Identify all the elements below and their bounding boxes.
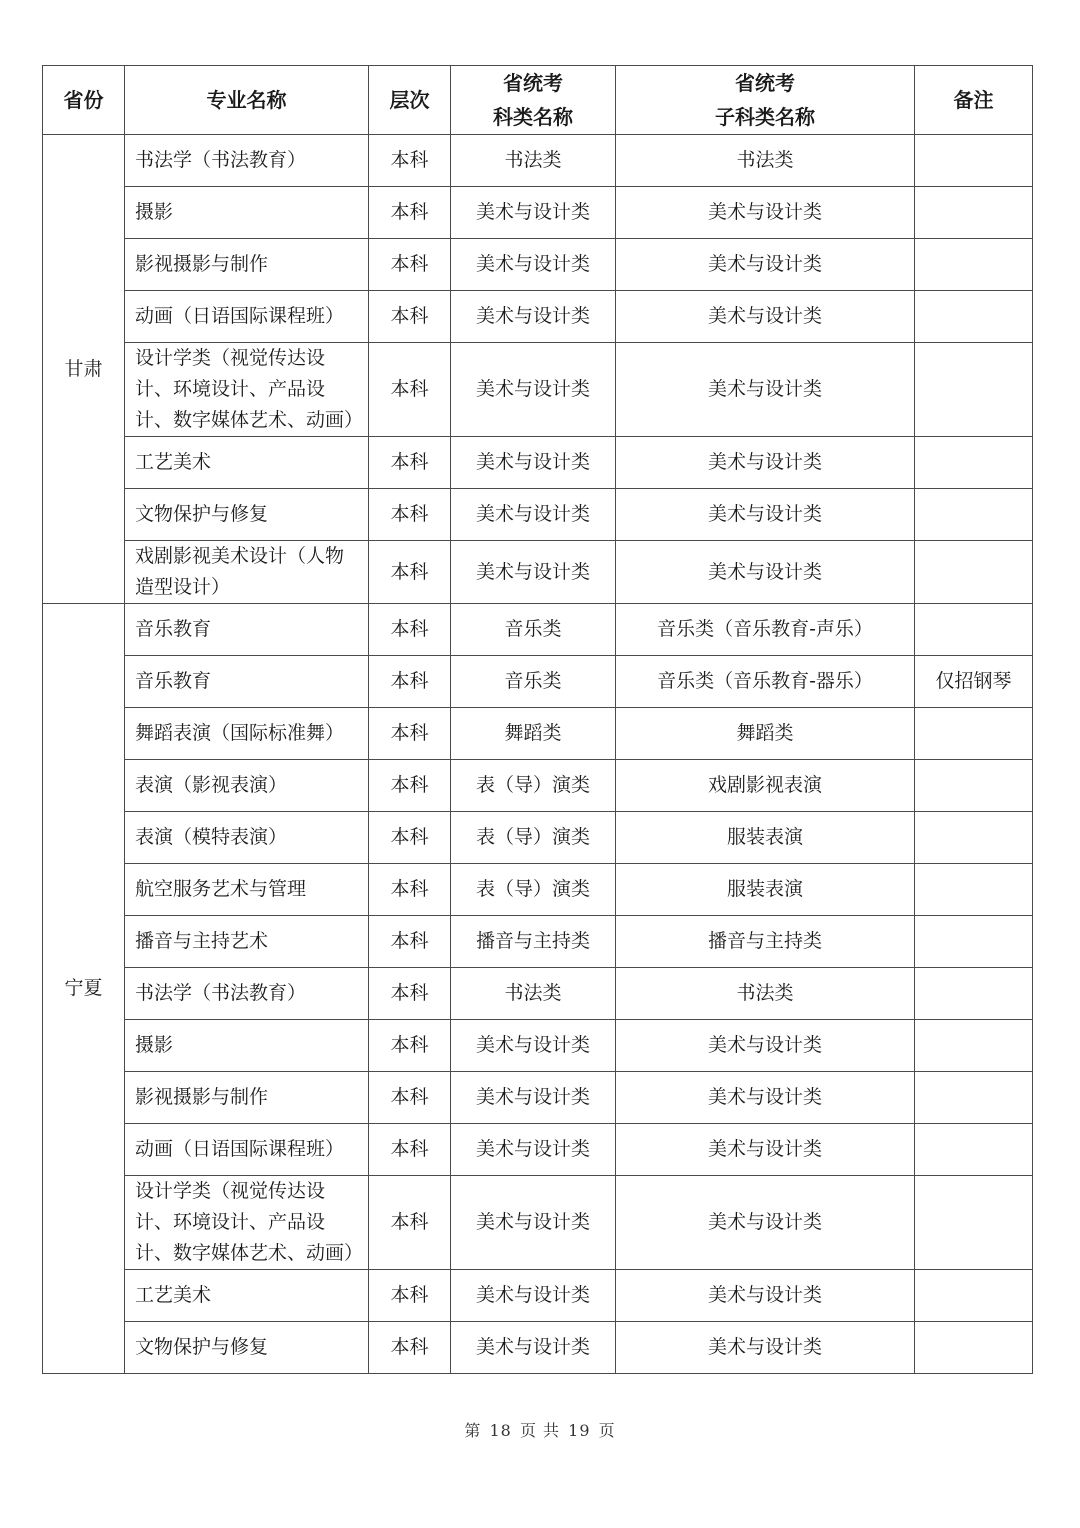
category-cell: 美术与设计类 [451, 1176, 616, 1270]
note-cell [915, 864, 1033, 916]
table-row [43, 760, 1033, 812]
category-cell: 书法类 [451, 968, 616, 1020]
table-row [43, 135, 1033, 187]
header-province: 省份 [43, 66, 125, 135]
level-cell: 本科 [369, 1270, 451, 1322]
major-cell: 摄影 [125, 187, 369, 239]
subcategory-cell: 书法类 [616, 135, 915, 187]
major-cell: 影视摄影与制作 [125, 239, 369, 291]
level-cell: 本科 [369, 1020, 451, 1072]
level-cell: 本科 [369, 437, 451, 489]
major-cell: 设计学类（视觉传达设计、环境设计、产品设计、数字媒体艺术、动画） [125, 1176, 369, 1270]
note-cell [915, 916, 1033, 968]
table-row [43, 1322, 1033, 1374]
table-row [43, 437, 1033, 489]
level-cell: 本科 [369, 708, 451, 760]
note-cell [915, 343, 1033, 437]
level-cell: 本科 [369, 239, 451, 291]
level-cell: 本科 [369, 968, 451, 1020]
major-cell: 音乐教育 [125, 604, 369, 656]
category-cell: 美术与设计类 [451, 1270, 616, 1322]
subcategory-cell: 美术与设计类 [616, 437, 915, 489]
note-cell [915, 1020, 1033, 1072]
note-cell [915, 1072, 1033, 1124]
major-cell: 设计学类（视觉传达设计、环境设计、产品设计、数字媒体艺术、动画） [125, 343, 369, 437]
note-cell [915, 812, 1033, 864]
subcategory-cell: 音乐类（音乐教育-器乐） [616, 656, 915, 708]
subcategory-cell: 美术与设计类 [616, 489, 915, 541]
table-row [43, 1020, 1033, 1072]
level-cell: 本科 [369, 604, 451, 656]
category-cell: 播音与主持类 [451, 916, 616, 968]
subcategory-cell: 服装表演 [616, 864, 915, 916]
province-cell: 宁夏 [43, 604, 125, 1374]
note-cell [915, 541, 1033, 604]
table-header-row [43, 66, 1033, 135]
note-cell [915, 968, 1033, 1020]
subcategory-cell: 美术与设计类 [616, 343, 915, 437]
header-major: 专业名称 [125, 66, 369, 135]
level-cell: 本科 [369, 343, 451, 437]
subcategory-cell: 美术与设计类 [616, 541, 915, 604]
note-cell [915, 1322, 1033, 1374]
category-cell: 书法类 [451, 135, 616, 187]
table-row [43, 916, 1033, 968]
subcategory-cell: 戏剧影视表演 [616, 760, 915, 812]
footer-suffix: 页 [598, 1421, 616, 1440]
footer-prefix: 第 [464, 1421, 482, 1440]
note-cell [915, 708, 1033, 760]
level-cell: 本科 [369, 916, 451, 968]
major-cell: 摄影 [125, 1020, 369, 1072]
subcategory-cell: 美术与设计类 [616, 1072, 915, 1124]
province-cell: 甘肃 [43, 135, 125, 604]
admissions-table [42, 65, 1033, 1374]
total-pages-number: 19 [568, 1421, 591, 1440]
category-cell: 表（导）演类 [451, 864, 616, 916]
table-row [43, 239, 1033, 291]
level-cell: 本科 [369, 1322, 451, 1374]
table-row [43, 864, 1033, 916]
table-row [43, 1176, 1033, 1270]
level-cell: 本科 [369, 291, 451, 343]
category-cell: 美术与设计类 [451, 541, 616, 604]
category-cell: 美术与设计类 [451, 1072, 616, 1124]
category-cell: 美术与设计类 [451, 1020, 616, 1072]
table-row [43, 1270, 1033, 1322]
category-cell: 美术与设计类 [451, 239, 616, 291]
subcategory-cell: 书法类 [616, 968, 915, 1020]
note-cell [915, 135, 1033, 187]
subcategory-cell: 舞蹈类 [616, 708, 915, 760]
level-cell: 本科 [369, 187, 451, 239]
level-cell: 本科 [369, 656, 451, 708]
table-row [43, 541, 1033, 604]
table-row [43, 708, 1033, 760]
page-footer [0, 1418, 1080, 1441]
subcategory-cell: 美术与设计类 [616, 1322, 915, 1374]
table-row [43, 968, 1033, 1020]
header-category [451, 66, 616, 135]
level-cell: 本科 [369, 812, 451, 864]
category-cell: 表（导）演类 [451, 760, 616, 812]
category-cell: 美术与设计类 [451, 1124, 616, 1176]
table-row [43, 604, 1033, 656]
level-cell: 本科 [369, 489, 451, 541]
table-row [43, 489, 1033, 541]
major-cell: 音乐教育 [125, 656, 369, 708]
major-cell: 动画（日语国际课程班） [125, 1124, 369, 1176]
category-cell: 美术与设计类 [451, 1322, 616, 1374]
table-row [43, 1072, 1033, 1124]
header-subcategory-text: 省统考 子科类名称 [715, 71, 815, 129]
table-row [43, 187, 1033, 239]
category-cell: 美术与设计类 [451, 291, 616, 343]
subcategory-cell: 美术与设计类 [616, 1176, 915, 1270]
subcategory-cell: 美术与设计类 [616, 291, 915, 343]
footer-middle: 页 共 [519, 1421, 561, 1440]
table-row [43, 343, 1033, 437]
note-cell [915, 489, 1033, 541]
major-cell: 工艺美术 [125, 437, 369, 489]
table-row [43, 656, 1033, 708]
header-note: 备注 [915, 66, 1033, 135]
category-cell: 音乐类 [451, 604, 616, 656]
note-cell [915, 604, 1033, 656]
level-cell: 本科 [369, 541, 451, 604]
major-cell: 舞蹈表演（国际标准舞） [125, 708, 369, 760]
table-row [43, 812, 1033, 864]
subcategory-cell: 美术与设计类 [616, 1270, 915, 1322]
category-cell: 美术与设计类 [451, 437, 616, 489]
major-cell: 影视摄影与制作 [125, 1072, 369, 1124]
note-cell [915, 1176, 1033, 1270]
header-category-text: 省统考 科类名称 [493, 71, 573, 129]
major-cell: 工艺美术 [125, 1270, 369, 1322]
category-cell: 表（导）演类 [451, 812, 616, 864]
major-cell: 书法学（书法教育） [125, 968, 369, 1020]
note-cell [915, 239, 1033, 291]
level-cell: 本科 [369, 760, 451, 812]
major-cell: 戏剧影视美术设计（人物造型设计） [125, 541, 369, 604]
subcategory-cell: 美术与设计类 [616, 1020, 915, 1072]
note-cell [915, 437, 1033, 489]
note-cell [915, 760, 1033, 812]
current-page-number: 18 [489, 1421, 512, 1440]
subcategory-cell: 音乐类（音乐教育-声乐） [616, 604, 915, 656]
category-cell: 美术与设计类 [451, 343, 616, 437]
level-cell: 本科 [369, 1176, 451, 1270]
note-cell [915, 187, 1033, 239]
major-cell: 表演（影视表演） [125, 760, 369, 812]
table-body [43, 135, 1033, 1374]
category-cell: 美术与设计类 [451, 187, 616, 239]
subcategory-cell: 服装表演 [616, 812, 915, 864]
level-cell: 本科 [369, 864, 451, 916]
category-cell: 舞蹈类 [451, 708, 616, 760]
header-level: 层次 [369, 66, 451, 135]
major-cell: 表演（模特表演） [125, 812, 369, 864]
level-cell: 本科 [369, 135, 451, 187]
note-cell: 仅招钢琴 [915, 656, 1033, 708]
level-cell: 本科 [369, 1124, 451, 1176]
table-row [43, 291, 1033, 343]
major-cell: 书法学（书法教育） [125, 135, 369, 187]
subcategory-cell: 美术与设计类 [616, 1124, 915, 1176]
header-subcategory [616, 66, 915, 135]
major-cell: 动画（日语国际课程班） [125, 291, 369, 343]
table-row [43, 1124, 1033, 1176]
note-cell [915, 291, 1033, 343]
major-cell: 文物保护与修复 [125, 489, 369, 541]
note-cell [915, 1124, 1033, 1176]
note-cell [915, 1270, 1033, 1322]
major-cell: 文物保护与修复 [125, 1322, 369, 1374]
major-cell: 航空服务艺术与管理 [125, 864, 369, 916]
subcategory-cell: 播音与主持类 [616, 916, 915, 968]
major-cell: 播音与主持艺术 [125, 916, 369, 968]
level-cell: 本科 [369, 1072, 451, 1124]
category-cell: 美术与设计类 [451, 489, 616, 541]
subcategory-cell: 美术与设计类 [616, 239, 915, 291]
category-cell: 音乐类 [451, 656, 616, 708]
subcategory-cell: 美术与设计类 [616, 187, 915, 239]
